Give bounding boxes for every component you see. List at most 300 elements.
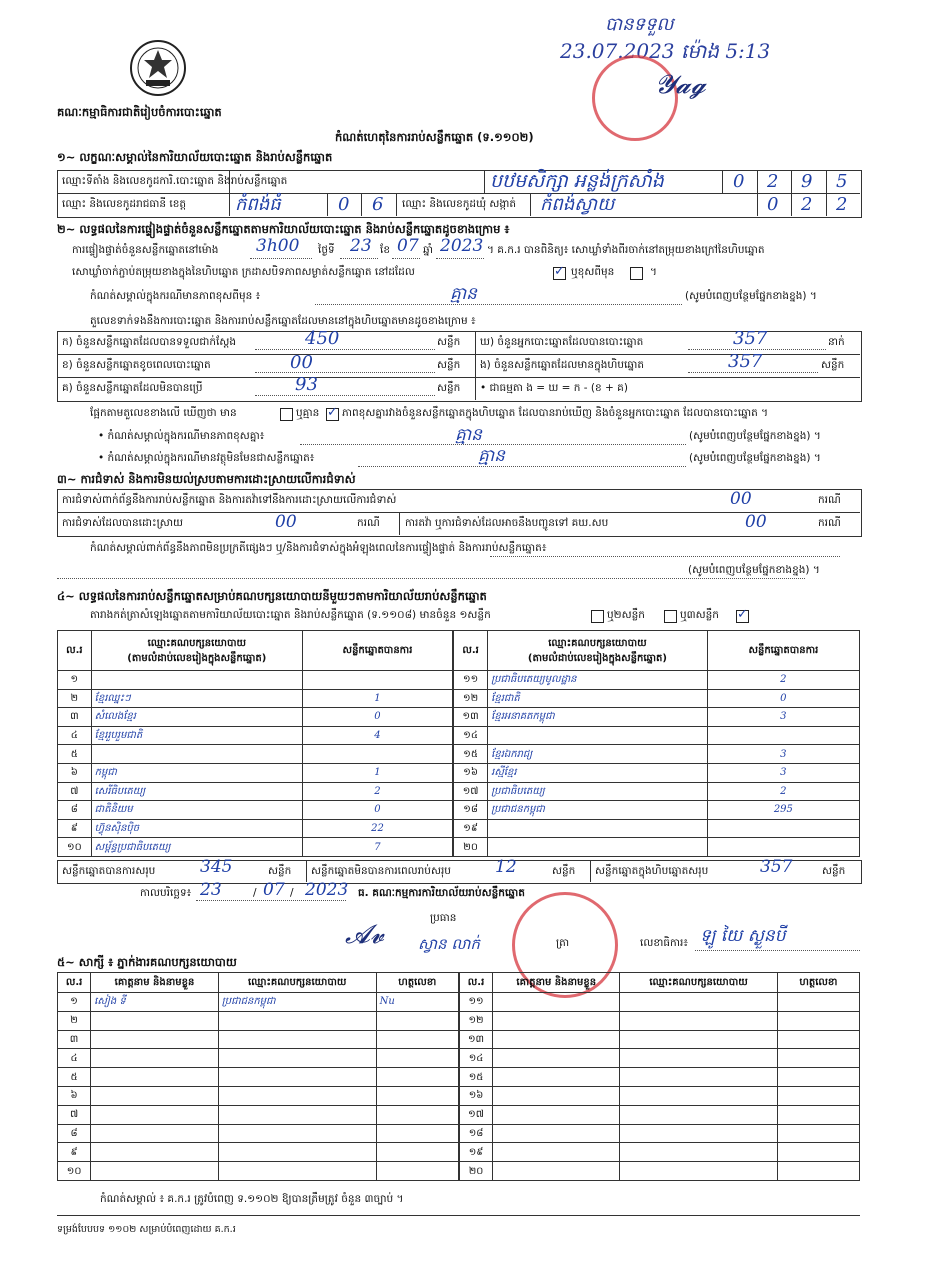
forwarded-label: ការតវ៉ា ឬការជំទាស់ដែលអាចនឹងបញ្ជូនទៅ គឃ.សប xyxy=(405,517,609,529)
party-name: សេរីធិបតេយ្យ xyxy=(91,782,302,801)
unit-sheet-ti: សន្លឹក xyxy=(552,865,576,877)
unit-sheet-tb: សន្លឹក xyxy=(822,865,846,877)
witness-party xyxy=(620,1105,777,1124)
witness-table-left xyxy=(57,972,459,1181)
col-party-sub: (តាមលំដាប់លេខរៀងក្នុងសន្លឹកឆ្នោត) xyxy=(127,652,267,664)
witness-party xyxy=(620,1143,777,1162)
unit-sheet-tv: សន្លឹក xyxy=(268,865,292,877)
vote-count: 0 xyxy=(302,708,452,727)
station-value: បឋមសិក្សា អន្លង់ក្រសាំង xyxy=(490,170,664,192)
vote-count: 3 xyxy=(707,745,859,764)
vote-count: 2 xyxy=(707,671,859,690)
row-number: ៩ xyxy=(58,819,92,838)
row-number: ១២ xyxy=(460,1011,493,1030)
total-valid-value: 345 xyxy=(200,857,233,877)
three-sheets-label: ឬ៣សន្លឹក xyxy=(680,609,719,621)
row-number: ១០ xyxy=(58,838,92,857)
vote-count xyxy=(707,838,859,857)
witness-signature xyxy=(777,1011,859,1030)
party-name: ហ៊្វុនស៊ិនប៉ិច xyxy=(91,819,302,838)
party-name: រស្មីខ្មែរ xyxy=(488,763,708,782)
one-sheet-checkbox[interactable] xyxy=(591,610,604,623)
president-label: ប្រធាន xyxy=(430,912,457,924)
row-number: ៣ xyxy=(58,708,92,727)
witness-signature xyxy=(777,1030,859,1049)
witness-party xyxy=(218,1068,376,1087)
changed-checkbox[interactable] xyxy=(630,267,643,280)
witness-name xyxy=(493,1086,620,1105)
witness-name xyxy=(493,1124,620,1143)
check-mark-icon: ✓ xyxy=(327,405,338,420)
col-party-title: ឈ្មោះគណបក្សនយោបាយ xyxy=(548,637,647,649)
witness-party xyxy=(218,1143,376,1162)
vote-count: 3 xyxy=(707,763,859,782)
witness-row xyxy=(460,993,860,1012)
two-sheets-label: ឬ២សន្លឹក xyxy=(607,609,645,621)
check-mark-icon: ✓ xyxy=(737,607,748,622)
witness-signature xyxy=(777,993,859,1012)
witness-row xyxy=(58,1068,459,1087)
section3-title: ៣~ ការជំទាស់ និងការមិនយល់ស្របតាមការដោះស្រាយលើការជំទាស់ xyxy=(57,472,356,486)
witness-name xyxy=(493,993,620,1012)
witness-party xyxy=(218,1030,376,1049)
in-box-label: ង) ចំនួនសន្លឹកឆ្នោតដែលមានក្នុងហិបឆ្នោត xyxy=(480,359,645,371)
tally-intro: តារាងកត់ត្រាសំឡេងឆ្នោតតាមការិយាល័យបោះឆ្នោត និងរាប់សន្លឹកឆ្នោត (ទ.១១០៨) មានចំនួន ១សន្លឹក xyxy=(90,609,491,621)
witness-row xyxy=(460,1049,860,1068)
total-invalid-label: សន្លឹកឆ្នោតមិនបានការពេលរាប់សរុប xyxy=(311,865,451,877)
received-ballots-value: 450 xyxy=(305,328,340,349)
witness-signature xyxy=(376,1011,458,1030)
witness-party xyxy=(620,1049,777,1068)
check-mark-icon: ✓ xyxy=(554,264,565,279)
president-name: ស្វាន លាក់ xyxy=(418,935,480,953)
row-number: ១៥ xyxy=(454,745,488,764)
vote-count xyxy=(302,745,452,764)
vote-count xyxy=(707,819,859,838)
witness-row xyxy=(58,1124,459,1143)
result-row xyxy=(454,689,860,708)
commune-code-1: 0 xyxy=(767,194,779,215)
col-party: ឈ្មោះគណបក្សនយោបាយ xyxy=(218,973,376,993)
witness-name xyxy=(91,1030,219,1049)
seal-label: ត្រា xyxy=(556,937,570,949)
results-table-right xyxy=(453,630,860,857)
witness-signature xyxy=(777,1086,859,1105)
unused-label: គ) ចំនួនសន្លឹកឆ្នោតដែលមិនបានប្រើ xyxy=(62,382,203,394)
witness-name: សៀង ទី xyxy=(91,993,219,1012)
secretary-name: ឡូ យៃ ស្ងួនបី xyxy=(700,926,786,946)
party-name: ប្រជាជនកម្ពុជា xyxy=(488,801,708,820)
row-number: ១៩ xyxy=(460,1143,493,1162)
row-number: ១៤ xyxy=(460,1049,493,1068)
check-month-value: 07 xyxy=(397,236,419,256)
unit-case-2: ករណី xyxy=(357,517,380,529)
row-number: ៤ xyxy=(58,1049,91,1068)
row-number: ១៤ xyxy=(454,726,488,745)
row-number: ១១ xyxy=(454,671,488,690)
witness-signature xyxy=(376,1162,458,1181)
row-number: ១ xyxy=(58,671,92,690)
result-row xyxy=(454,745,860,764)
vote-count: 22 xyxy=(302,819,452,838)
totals-row xyxy=(57,860,862,884)
witness-signature xyxy=(777,1124,859,1143)
witness-signature xyxy=(376,1086,458,1105)
fill-hint-3: (សូមបំពេញបន្ថែមផ្នែកខាងខ្នង) ។ xyxy=(689,452,821,464)
witness-row xyxy=(460,1162,860,1181)
row-number: ៣ xyxy=(58,1030,91,1049)
vote-count xyxy=(302,671,452,690)
col-no: ល.រ xyxy=(454,631,488,671)
unit-case-3: ករណី xyxy=(818,517,841,529)
result-row xyxy=(58,819,453,838)
total-box-value: 357 xyxy=(760,857,793,877)
row-number: ១ xyxy=(58,993,91,1012)
unit-sheet-e: សន្លឹក xyxy=(821,359,845,371)
row-number: ១៧ xyxy=(454,782,488,801)
witness-signature xyxy=(376,1068,458,1087)
row-number: ១៦ xyxy=(454,763,488,782)
diff-check-a: ផ្អែកតាមតួលេខខាងលើ ឃើញថា មាន xyxy=(90,407,237,419)
witness-signature: Nu xyxy=(376,993,458,1012)
result-row xyxy=(454,782,860,801)
col-name: គោត្តនាម និងនាមខ្លួន xyxy=(493,973,620,993)
row-number: ១០ xyxy=(58,1162,91,1181)
final-note: កំណត់សម្គាល់ ៖ គ.ក.រ ត្រូវបំពេញ ទ.១១០២ ឱ្យបានត្រឹមត្រូវ ចំនួន ៣ច្បាប់ ។ xyxy=(100,1193,404,1205)
col-votes: សន្លឹកឆ្នោតបានការ xyxy=(707,631,859,671)
unit-case-1: ករណី xyxy=(818,494,841,506)
witness-row xyxy=(460,1011,860,1030)
witness-name xyxy=(91,1124,219,1143)
row-number: ៨ xyxy=(58,1124,91,1143)
witness-name xyxy=(493,1030,620,1049)
irregularities-note: កំណត់សម្គាល់ពាក់ព័ន្ធនឹងភាពមិនប្រក្រតីផ្សេងៗ ឬ/និងការជំទាស់ក្នុងអំឡុងពេលនៃការផ្ទៀងផ្ទាត់ និងការរាប់សន្លឹកឆ្នោត៖ xyxy=(90,542,547,554)
check-line2: សោឃ្លាំចាក់ភ្ជាប់តម្រុយខាងក្នុងនៃហិបឆ្នោត ក្រដាសបិទភាពសម្ងាត់សន្លឹកឆ្នោត នៅដដែល xyxy=(72,266,415,278)
difference-note-value: គ្មាន xyxy=(455,425,482,445)
row-number: ២០ xyxy=(454,838,488,857)
fill-hint-2: (សូមបំពេញបន្ថែមផ្នែកខាងខ្នង) ។ xyxy=(689,430,821,442)
witness-row xyxy=(460,1105,860,1124)
witness-row xyxy=(460,1068,860,1087)
result-row xyxy=(58,782,453,801)
witness-signature xyxy=(376,1143,458,1162)
witness-party xyxy=(218,1086,376,1105)
unit-person: នាក់ xyxy=(828,336,845,348)
station-code-1: 0 xyxy=(733,171,745,192)
date-label: កាលបរិច្ឆេទ៖ xyxy=(140,887,192,899)
check-time-value: 3h00 xyxy=(256,236,300,256)
row-number: ១៣ xyxy=(460,1030,493,1049)
witness-name xyxy=(91,1086,219,1105)
party-name: ខ្មែររួបរួមជាតិ xyxy=(91,726,302,745)
results-table-left xyxy=(57,630,453,857)
received-datetime: 23.07.2023 ម៉ោង 5:13 xyxy=(560,39,771,63)
witness-row xyxy=(58,1105,459,1124)
footer-note: ទម្រង់បែបបទ ១១០២ សម្រាប់បំពេញដោយ គ.ក.រ xyxy=(57,1224,236,1235)
row-number: ២ xyxy=(58,689,92,708)
witness-name xyxy=(91,1068,219,1087)
row-number: ៧ xyxy=(58,782,92,801)
witness-signature xyxy=(376,1030,458,1049)
witness-party xyxy=(620,1124,777,1143)
province-label: ឈ្មោះ និងលេខកូដរាជធានី ខេត្ត xyxy=(62,198,187,210)
row-number: ១៧ xyxy=(460,1105,493,1124)
row-number: ៥ xyxy=(58,1068,91,1087)
result-row xyxy=(58,838,453,857)
party-name xyxy=(488,726,708,745)
row-number: ២ xyxy=(58,1011,91,1030)
col-no: ល.រ xyxy=(58,973,91,993)
party-name: ខ្មែរជាតិ xyxy=(488,689,708,708)
date-day: 23 xyxy=(200,880,222,900)
col-no: ល.រ xyxy=(58,631,92,671)
witness-name xyxy=(91,1143,219,1162)
party-name: ជាតិនិយម xyxy=(91,801,302,820)
witness-signature xyxy=(777,1049,859,1068)
vote-count: 295 xyxy=(707,801,859,820)
voters-label: ឃ) ចំនួនអ្នកបោះឆ្នោតដែលបានបោះឆ្នោត xyxy=(480,336,644,348)
result-row xyxy=(58,708,453,727)
vote-count: 2 xyxy=(302,782,452,801)
result-row xyxy=(454,726,860,745)
row-number: ៨ xyxy=(58,801,92,820)
result-row xyxy=(58,689,453,708)
witness-signature xyxy=(376,1049,458,1068)
vote-count: 7 xyxy=(302,838,452,857)
section4-title: ៤~ លទ្ធផលនៃការរាប់សន្លឹកឆ្នោតសម្រាប់គណបក្សនយោបាយនីមួយៗតាមការិយាល័យរាប់សន្លឹកឆ្នោត xyxy=(57,589,487,603)
witness-name xyxy=(493,1011,620,1030)
diff-check-b: ឬគ្មាន xyxy=(296,407,320,419)
witness-party xyxy=(620,1030,777,1049)
unit-sheet-b: សន្លឹក xyxy=(437,359,461,371)
check-year-value: 2023 xyxy=(440,236,484,256)
witness-name xyxy=(91,1049,219,1068)
date-sep-2: / xyxy=(290,887,294,899)
row-number: ៧ xyxy=(58,1105,91,1124)
check-time-label: ការផ្ទៀងផ្ទាត់ចំនួនសន្លឹកឆ្នោតនៅម៉ោង xyxy=(72,244,219,256)
witness-party xyxy=(218,1049,376,1068)
col-sign: ហត្ថលេខា xyxy=(777,973,859,993)
changed-label: ឬខុសពីមុន xyxy=(571,266,615,278)
witness-party xyxy=(620,993,777,1012)
row-number: ១៥ xyxy=(460,1068,493,1087)
committee-name: គណៈកម្មាធិការជាតិរៀបចំការបោះឆ្នោត xyxy=(57,105,222,119)
section5-title: ៥~ សាក្សី ៖ ភ្នាក់ងារគណបក្សនយោបាយ xyxy=(57,955,237,969)
unit-sheet-c: សន្លឹក xyxy=(437,382,461,394)
col-party xyxy=(91,631,302,671)
vote-count: 0 xyxy=(302,801,452,820)
witness-row xyxy=(460,1086,860,1105)
check-line1-rest: ។ គ.ក.រ បានពិនិត្យ៖ សោឃ្លាំទាំងពីរចាក់នៅតម្រុយខាងក្រៅនៃហិបឆ្នោត xyxy=(487,244,765,256)
date-sep-1: / xyxy=(253,887,257,899)
witness-row xyxy=(58,1143,459,1162)
complaints-label: ការជំទាស់ពាក់ព័ន្ធនឹងការរាប់សន្លឹកឆ្នោត និងការតវ៉ាទៅនឹងការដោះស្រាយលើការជំទាស់ xyxy=(62,494,397,506)
party-name xyxy=(488,838,708,857)
col-votes: សន្លឹកឆ្នោតបានការ xyxy=(302,631,452,671)
witness-party xyxy=(218,1162,376,1181)
witness-row xyxy=(58,1011,459,1030)
received-ballots-label: ក) ចំនួនសន្លឹកឆ្នោតដែលបានទទួលជាក់ស្តែង xyxy=(62,336,237,348)
party-name: សម្ព័ន្ធប្រជាធិបតេយ្យ xyxy=(91,838,302,857)
witness-party xyxy=(218,1105,376,1124)
row-number: ៦ xyxy=(58,763,92,782)
check-year-label: ឆ្នាំ xyxy=(423,244,433,256)
col-party xyxy=(488,631,708,671)
vote-count: 3 xyxy=(707,708,859,727)
witness-party xyxy=(218,1011,376,1030)
vote-count xyxy=(707,726,859,745)
check-day-value: 23 xyxy=(350,236,372,256)
col-sign: ហត្ថលេខា xyxy=(376,973,458,993)
secretary-label: លេខាធិការ៖ xyxy=(640,937,688,949)
commune-code-3: 2 xyxy=(836,194,848,215)
result-row xyxy=(454,838,860,857)
section1-title: ១~ លក្ខណៈសម្គាល់នៃការិយាល័យបោះឆ្នោត និងរាប់សន្លឹកឆ្នោត xyxy=(57,150,333,164)
result-row xyxy=(454,819,860,838)
result-row xyxy=(454,763,860,782)
witness-row xyxy=(460,1030,860,1049)
has-diff-checkbox[interactable] xyxy=(280,408,293,421)
party-name: ប្រជាធិបតេយ្យមូលដ្ឋាន xyxy=(488,671,708,690)
witness-party xyxy=(620,1162,777,1181)
witness-row xyxy=(460,1124,860,1143)
witness-party xyxy=(218,1124,376,1143)
witness-row xyxy=(58,1030,459,1049)
irregular-note-label: • កំណត់សម្គាល់ក្នុងករណីមានវត្ថុមិនមែនជាសន្លឹកឆ្នោត៖ xyxy=(98,452,315,464)
party-name: ខ្មែរអនាគតកម្ពុជា xyxy=(488,708,708,727)
party-name xyxy=(91,745,302,764)
vote-count: 0 xyxy=(707,689,859,708)
witness-signature xyxy=(376,1124,458,1143)
voters-value: 357 xyxy=(733,328,768,349)
period-mark: ។ xyxy=(650,266,657,278)
station-code-2: 2 xyxy=(767,171,779,192)
form-title: កំណត់ហេតុនៃការរាប់សន្លឹកឆ្នោត (ទ.១១០២) xyxy=(335,130,534,144)
total-invalid-value: 12 xyxy=(495,857,517,877)
row-number: ២០ xyxy=(460,1162,493,1181)
col-no: ល.រ xyxy=(460,973,493,993)
witness-party xyxy=(620,1011,777,1030)
witness-name xyxy=(493,1143,620,1162)
spoiled-value: 00 xyxy=(290,352,313,373)
province-value: កំពង់ធំ xyxy=(235,194,281,215)
unit-sheet-a: សន្លឹក xyxy=(437,336,461,348)
spoiled-label: ខ) ចំនួនសន្លឹកឆ្នោតខូចពេលបោះឆ្នោត xyxy=(62,359,211,371)
row-number: ១៨ xyxy=(454,801,488,820)
complaints-value: 00 xyxy=(730,489,752,509)
result-row xyxy=(58,801,453,820)
witness-row xyxy=(58,993,459,1012)
party-name: ខ្មែរឯករាជ្យ xyxy=(488,745,708,764)
difference-note-label: • កំណត់សម្គាល់ក្នុងករណីមានភាពខុសគ្នា៖ xyxy=(98,430,265,442)
forwarded-value: 00 xyxy=(745,512,767,532)
result-row xyxy=(454,708,860,727)
province-code-1: 0 xyxy=(338,194,350,215)
commune-label: ឈ្មោះ និងលេខកូដឃុំ សង្កាត់ xyxy=(402,198,517,210)
witness-signature xyxy=(376,1105,458,1124)
vote-count: 1 xyxy=(302,763,452,782)
witness-table-right xyxy=(459,972,860,1181)
row-number: ៩ xyxy=(58,1143,91,1162)
result-row xyxy=(58,745,453,764)
irregular-note-value: គ្មាន xyxy=(478,446,505,466)
row-number: ១១ xyxy=(460,993,493,1012)
party-name: សំលេងខ្មែរ xyxy=(91,708,302,727)
col-party-title: ឈ្មោះគណបក្សនយោបាយ xyxy=(147,637,247,649)
party-name xyxy=(488,819,708,838)
witness-signature xyxy=(777,1162,859,1181)
witness-name xyxy=(493,1049,620,1068)
station-code-3: 9 xyxy=(801,171,813,192)
col-name: គោត្តនាម និងនាមខ្លួន xyxy=(91,973,219,993)
station-code-4: 5 xyxy=(836,171,848,192)
col-party-sub: (តាមលំដាប់លេខរៀងក្នុងសន្លឹកឆ្នោត) xyxy=(527,652,667,664)
row-number: ៤ xyxy=(58,726,92,745)
total-valid-label: សន្លឹកឆ្នោតបានការសរុប xyxy=(62,865,156,877)
vote-count: 1 xyxy=(302,689,452,708)
station-label: ឈ្មោះទីតាំង និងលេខកូដការិ.បោះឆ្នោត និងរាប់សន្លឹកឆ្នោត xyxy=(62,175,288,187)
resolved-value: 00 xyxy=(275,512,297,532)
party-name: ខ្មែរឈ្នះៗ xyxy=(91,689,302,708)
row-number: ១៣ xyxy=(454,708,488,727)
witness-name xyxy=(493,1162,620,1181)
committee-sign-label: ធ. គណៈកម្មការការិយាល័យរាប់សន្លឹកឆ្នោត xyxy=(358,887,525,899)
witness-name xyxy=(91,1105,219,1124)
received-label: បានទទួល xyxy=(605,14,674,35)
province-code-2: 6 xyxy=(372,194,384,215)
result-row xyxy=(58,763,453,782)
witness-party xyxy=(620,1068,777,1087)
row-number: ១៩ xyxy=(454,819,488,838)
resolved-label: ការជំទាស់ដែលបានដោះស្រាយ xyxy=(62,517,184,529)
witness-row xyxy=(58,1162,459,1181)
vote-count: 4 xyxy=(302,726,452,745)
fill-hint-4: (សូមបំពេញបន្ថែមផ្នែកខាងខ្នង) ។ xyxy=(688,564,820,576)
date-month: 07 xyxy=(263,880,285,900)
in-box-value: 357 xyxy=(728,351,763,372)
president-signature-icon: 𝓐𝓿 xyxy=(345,920,385,950)
row-number: ៥ xyxy=(58,745,92,764)
row-number: ១២ xyxy=(454,689,488,708)
witness-name xyxy=(493,1105,620,1124)
result-row xyxy=(58,726,453,745)
nec-logo xyxy=(128,38,188,98)
row-number: ១៦ xyxy=(460,1086,493,1105)
commune-value: កំពង់ស្វាយ xyxy=(540,194,615,215)
check-month-label: ខែ xyxy=(380,244,390,256)
diff-note-label: កំណត់សម្គាល់ក្នុងករណីមានភាពខុសពីមុន ៖ xyxy=(90,290,261,302)
diff-note-value: គ្មាន xyxy=(450,284,477,304)
result-row xyxy=(454,671,860,690)
witness-row xyxy=(460,1143,860,1162)
fill-hint-1: (សូមបំពេញបន្ថែមផ្នែកខាងខ្នង) ។ xyxy=(685,290,817,302)
witness-name xyxy=(493,1068,620,1087)
party-name: កម្ពុជា xyxy=(91,763,302,782)
witness-signature xyxy=(777,1068,859,1087)
result-row xyxy=(58,671,453,690)
witness-party: ប្រជាជនកម្ពុជា xyxy=(218,993,376,1012)
witness-row xyxy=(58,1086,459,1105)
party-name: ប្រជាធិបតេយ្យ xyxy=(488,782,708,801)
signature-top-icon: 𝓨𝓪𝓰 xyxy=(655,70,706,100)
party-name xyxy=(91,671,302,690)
commune-code-2: 2 xyxy=(801,194,813,215)
col-party: ឈ្មោះគណបក្សនយោបាយ xyxy=(620,973,777,993)
result-row xyxy=(454,801,860,820)
witness-name xyxy=(91,1011,219,1030)
two-sheets-checkbox[interactable] xyxy=(664,610,677,623)
unused-value: 93 xyxy=(295,374,318,395)
